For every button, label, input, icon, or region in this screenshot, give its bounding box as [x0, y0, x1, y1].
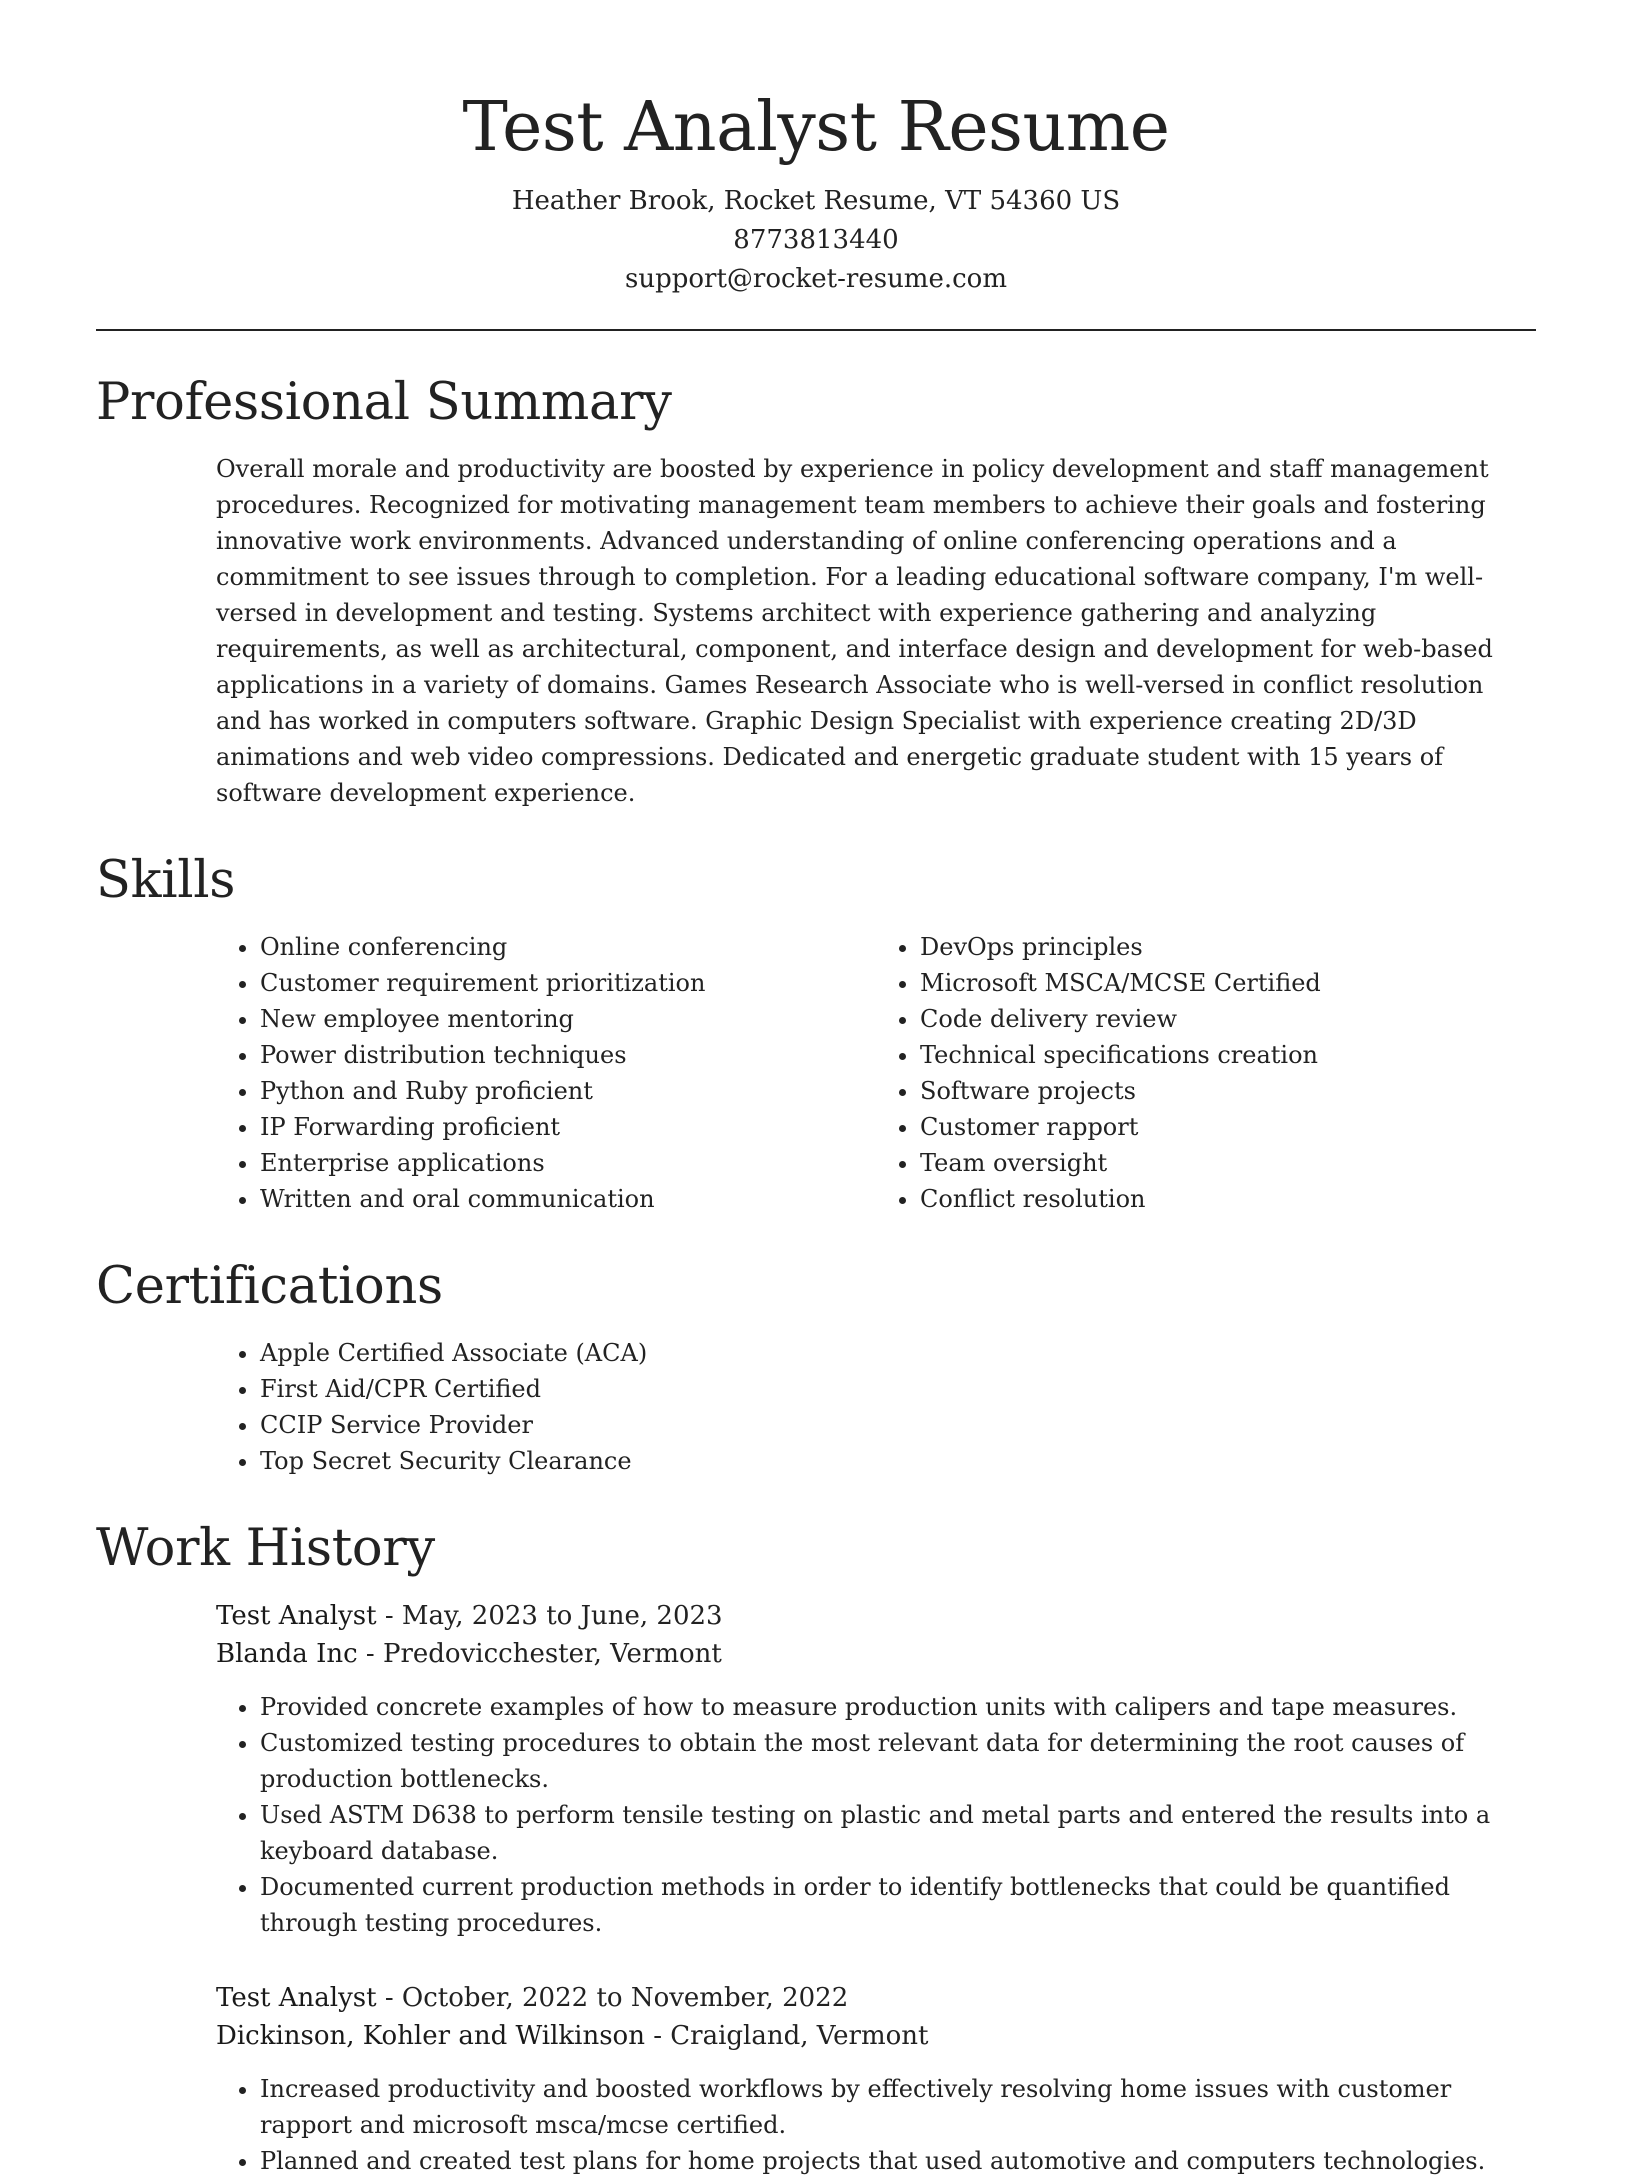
- skill-item: • Conflict resolution: [920, 1181, 1536, 1217]
- work-history-heading: Work History: [96, 1519, 435, 1578]
- skills-section: [96, 851, 1536, 1217]
- job-company: Blanda Inc: [216, 1639, 358, 1669]
- job-title-line: [216, 1979, 1536, 2017]
- contact-email: support@rocket-resume.com: [624, 264, 1007, 294]
- job-bullet: • Increased productivity and boosted workflows by effectively resolving home issues with customer rapport and microsoft msca/mcse certified.: [260, 2071, 1536, 2143]
- skill-item: • New employee mentoring: [260, 1001, 876, 1037]
- certification-item: • Top Secret Security Clearance: [260, 1443, 1536, 1479]
- job-entry: [216, 1597, 1536, 1941]
- certifications-section: [96, 1257, 1536, 1479]
- job-entry: [216, 1979, 1536, 2179]
- job-bullet: • Planned and created test plans for home projects that used automotive and computers technologies.: [260, 2143, 1536, 2179]
- skills-heading: Skills: [96, 851, 236, 910]
- job-title: Test Analyst: [216, 1983, 377, 2013]
- job-location: - Craigland, Vermont: [644, 2021, 929, 2051]
- job-company-line: [216, 1635, 1536, 1673]
- job-bullet: • Documented current production methods in order to identify bottlenecks that could be quantified through testing procedures.: [260, 1869, 1536, 1941]
- skill-item: • Microsoft MSCA/MCSE Certified: [920, 965, 1536, 1001]
- job-dates: - October, 2022 to November, 2022: [376, 1983, 849, 2013]
- skills-list-left: [216, 929, 876, 1217]
- skill-item: • Customer rapport: [920, 1109, 1536, 1145]
- header-divider: [96, 329, 1536, 331]
- skill-item: • IP Forwarding proficient: [260, 1109, 876, 1145]
- skill-item: • Power distribution techniques: [260, 1037, 876, 1073]
- job-bullets: [216, 1689, 1536, 1941]
- skills-columns: [216, 929, 1536, 1217]
- job-title-line: [216, 1597, 1536, 1635]
- job-title: Test Analyst: [216, 1601, 377, 1631]
- resume-title: Test Analyst Resume: [462, 88, 1170, 167]
- contact-info: [96, 182, 1536, 299]
- job-bullets: [216, 2071, 1536, 2179]
- job-company-line: [216, 2017, 1536, 2055]
- certifications-list: [216, 1335, 1536, 1479]
- skill-item: • Team oversight: [920, 1145, 1536, 1181]
- job-bullet: • Provided concrete examples of how to measure production units with calipers and tape measures.: [260, 1689, 1536, 1725]
- certification-item: • CCIP Service Provider: [260, 1407, 1536, 1443]
- certifications-heading: Certifications: [96, 1257, 443, 1316]
- work-history-section: [96, 1519, 1536, 2179]
- contact-phone: 8773813440: [733, 225, 899, 255]
- skill-item: • Software projects: [920, 1073, 1536, 1109]
- skill-item: • Python and Ruby proficient: [260, 1073, 876, 1109]
- skill-item: • DevOps principles: [920, 929, 1536, 965]
- job-bullet: • Customized testing procedures to obtain the most relevant data for determining the root causes of production bottlenecks.: [260, 1725, 1536, 1797]
- job-dates: - May, 2023 to June, 2023: [376, 1601, 723, 1631]
- certifications-list-wrap: [216, 1335, 1536, 1479]
- contact-address: Heather Brook, Rocket Resume, VT 54360 US: [511, 186, 1121, 216]
- certification-item: • First Aid/CPR Certified: [260, 1371, 1536, 1407]
- job-company: Dickinson, Kohler and Wilkinson: [216, 2021, 645, 2051]
- skill-item: • Code delivery review: [920, 1001, 1536, 1037]
- summary-text: Overall morale and productivity are boosted by experience in policy development and staff management procedures. Recognized for motivating management team members to achieve their goals and fostering innovative work environments. Advanced understanding of online conferencing operations and a commitment to see issues through to completion. For a leading educational software company, I'm well-versed in development and testing. Systems architect with experience gathering and analyzing requirements, as well as architectural, component, and interface design and development for web-based applications in a variety of domains. Games Research Associate who is well-versed in conflict resolution and has worked in computers software. Graphic Design Specialist with experience creating 2D/3D animations and web video compressions. Dedicated and energetic graduate student with 15 years of software development experience.: [216, 455, 1493, 807]
- skill-item: • Written and oral communication: [260, 1181, 876, 1217]
- skills-list-right: [876, 929, 1536, 1217]
- summary-section: [96, 373, 1536, 811]
- certification-item: • Apple Certified Associate (ACA): [260, 1335, 1536, 1371]
- resume-page: [96, 0, 1536, 2179]
- job-location: - Predovicchester, Vermont: [357, 1639, 722, 1669]
- skill-item: • Technical specifications creation: [920, 1037, 1536, 1073]
- skill-item: • Online conferencing: [260, 929, 876, 965]
- summary-heading: Professional Summary: [96, 373, 672, 432]
- job-bullet: • Used ASTM D638 to perform tensile testing on plastic and metal parts and entered the results into a keyboard database.: [260, 1797, 1536, 1869]
- skill-item: • Enterprise applications: [260, 1145, 876, 1181]
- skill-item: • Customer requirement prioritization: [260, 965, 876, 1001]
